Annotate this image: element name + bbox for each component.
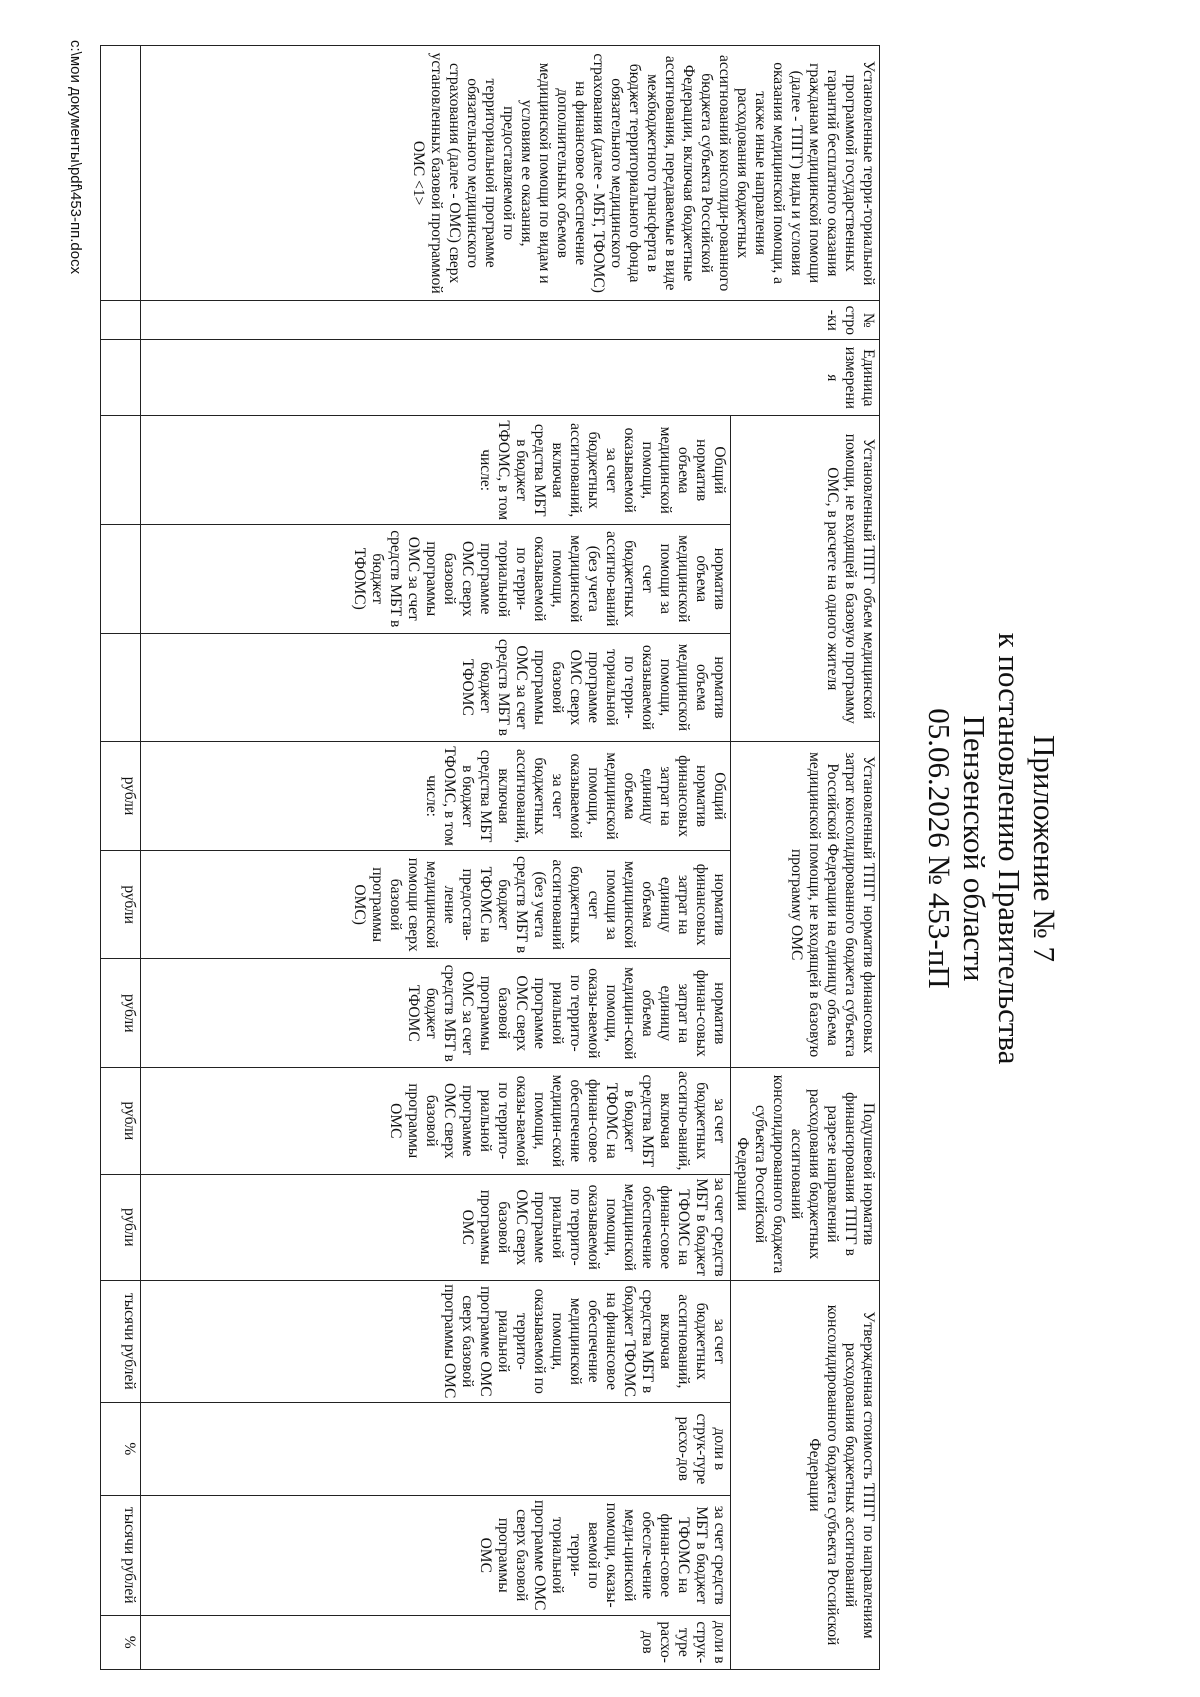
unit-cell: рубли	[101, 1068, 141, 1174]
header-cell-per-capita: Подушевой норматив финансирования ТПГГ в разрезе направлений расходования бюджетных ассигнований консолидированного бюджета субъекта Российской Федерации	[731, 1068, 880, 1281]
unit-cell: рубли	[101, 959, 141, 1068]
units-cell-empty	[101, 301, 141, 340]
subheader-cell: норматив объема медицинской помощи, оказываемой по терри-ториальной программе ОМС сверх базовой программы ОМС за счет средств МБТ в бюджет ТФОМС	[141, 633, 731, 742]
subheader-cell: Общий норматив объема медицинской помощи, оказываемой за счет бюджетных ассигнований, включая средства МБТ в бюджет ТФОМС, в том числе:	[141, 416, 731, 525]
header-cell-unit: Единица измерения	[141, 340, 880, 416]
units-cell-empty	[101, 340, 141, 416]
unit-cell: %	[101, 1402, 141, 1495]
subheader-cell: за счет бюджетных ассигно-ваний, включая средства МБТ в бюджет ТФОМС на финан-совое обеспечение медицин-ской помощи, оказы-ваемой по террито-риальной программе ОМС сверх базовой программы ОМС	[141, 1068, 731, 1174]
subheader-cell: норматив финан-совых затрат на единицу объема медицин-ской помощи, оказы-ваемой по террито-риальной программе ОМС сверх базовой программы ОМС за счет средств МБТ в бюджет ТФОМС	[141, 959, 731, 1068]
unit-cell	[101, 524, 141, 633]
header-cell-row-number: № стро-ки	[141, 301, 880, 340]
unit-cell	[101, 416, 141, 525]
subheader-cell: за счет средств МБТ в бюджет ТФОМС на финан-совое обесле-чение меди-цинской помощи, оказы-ваемой по терри-ториальной программе ОМС сверх базовой программы ОМС	[141, 1496, 731, 1615]
funding-table	[100, 45, 880, 1670]
units-cell-empty	[101, 46, 141, 301]
unit-cell: рубли	[101, 742, 141, 851]
unit-cell: %	[101, 1615, 141, 1670]
subheader-cell: доли в струк-туре расхо-дов	[141, 1615, 731, 1670]
file-path-footer: c:\мои документы\pdf\453-пп.docx	[67, 40, 84, 275]
unit-cell	[101, 633, 141, 742]
unit-cell: рубли	[101, 1174, 141, 1280]
subheader-cell: за счет средств МБТ в бюджет ТФОМС на финан-совое обеспечение медицинской помощи, оказываемой по террито-риальной программе ОМС сверх базовой программы ОМС	[141, 1174, 731, 1280]
subheader-cell: Общий норматив финансовых затрат на единицу объема медицинской помощи, оказываемой за счет бюджетных ассигнований, включая средства МБТ в бюджет ТФОМС, в том числе:	[141, 742, 731, 851]
subheader-cell: за счет бюджетных ассигнований, включая средства МБТ в бюджет ТФОМС на финансовое обеспечение медицинской помощи, оказываемой по террито-риальной программе ОМС сверх базовой программы ОМС	[141, 1280, 731, 1402]
unit-cell: рубли	[101, 850, 141, 959]
appendix-subtitle: к постановлению Правительства	[992, 632, 1027, 1065]
unit-cell: тысячи рублей	[101, 1280, 141, 1402]
subheader-cell: норматив объема медицинской помощи за счет бюджетных ассигно-ваний (без учета медицинской помощи, оказываемой по терри-ториальной программе ОМС сверх базовой программы ОМС за счет средств МБТ в бюджет ТФОМС)	[141, 524, 731, 633]
subheader-cell: доли в струк-туре расхо-дов	[141, 1402, 731, 1495]
subheader-cell: норматив финансовых затрат на единицу объема медицинской помощи за счет бюджетных ассигнований (без учета средств МБТ в бюджет ТФОМС на предостав-ление медицинской помощи сверх базовой программы ОМС)	[141, 850, 731, 959]
header-cell-approved-cost: Утвержденная стоимость ТПГГ по направлениям расходования бюджетных ассигнований консолидированного бюджета субъекта Российской Федерации	[731, 1280, 880, 1669]
unit-cell: тысячи рублей	[101, 1496, 141, 1615]
header-cell-cost: Установленный ТПГГ норматив финансовых затрат консолидированного бюджета субъекта Российской Федерации на единицу объема медицинской помощи, не входящей в базовую программу ОМС	[731, 742, 880, 1068]
decree-date-number: 05.06.2026 № 453-пП	[922, 708, 957, 989]
header-cell-volume: Установленный ТПГГ объем медицинской помощи, не входящей в базовую программу ОМС, в расчете на одного жителя	[731, 416, 880, 742]
region-name: Пензенской области	[957, 715, 992, 982]
header-cell-types: Установленные терри-ториальной программой государственных гарантий бесплатного оказания гражданам медицинской помощи (далее - ТПГГ) виды и условия оказания медицинской помощи, а также иные направления расходования бюджетных ассигнований консолиди-рованного бюджета субъекта Российской Федерации, включая бюджетные ассигнования, передаваемые в виде межбюджетного трансферта в бюджет территориального фонда обязательного медицинского страхования (далее - МБТ, ТФОМС) на финансовое обеспечение дополнительных объемов медицинской помощи по видам и условиям ее оказания, предоставляемой по территориальной программе обязательного медицинского страхования (далее - ОМС) сверх установленных базовой программой ОМС <1>	[141, 46, 880, 301]
document-heading	[922, 0, 1062, 1697]
appendix-title: Приложение № 7	[1027, 735, 1062, 962]
